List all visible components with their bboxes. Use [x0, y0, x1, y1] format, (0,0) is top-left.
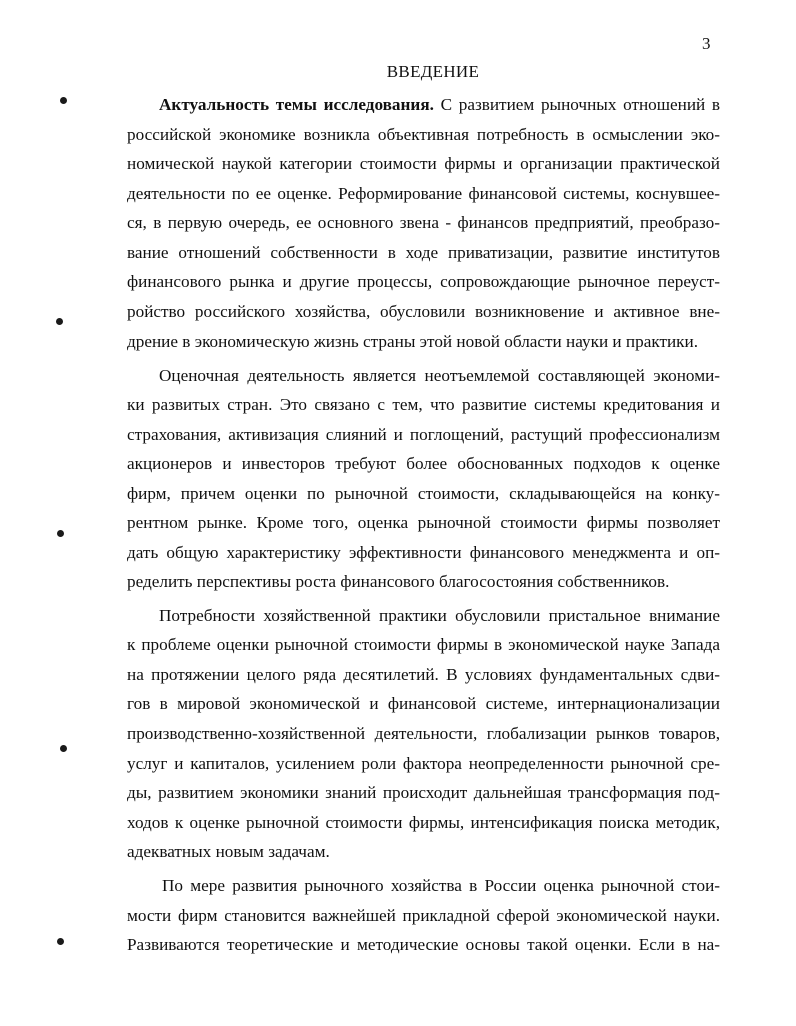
paragraph-line: финансового рынка и другие процессы, сопровождающие рыночное переуст-	[127, 272, 720, 291]
paragraph-line: ды, развитием экономики знаний происходит дальнейшая трансформация под-	[127, 783, 720, 802]
margin-dot	[60, 745, 67, 752]
paragraph-line: номической наукой категории стоимости фирмы и организации практической	[127, 154, 720, 173]
paragraph-line: ся, в первую очередь, ее основного звена - финансов предприятий, преобразо-	[127, 213, 720, 232]
paragraph-line: ределить перспективы роста финансового благосостояния собственников.	[127, 572, 670, 591]
paragraph-line: гов в мировой экономической и финансовой системе, интернационализации	[127, 694, 720, 713]
paragraph-line	[159, 94, 720, 116]
margin-dot	[57, 938, 64, 945]
paragraph-line: ройство российского хозяйства, обусловили возникновение и активное вне-	[127, 302, 720, 321]
margin-dot	[56, 318, 63, 325]
paragraph-line: страхования, активизация слияний и поглощений, растущий профессионализм	[127, 425, 720, 444]
paragraph-line: Потребности хозяйственной практики обусловили пристальное внимание	[159, 606, 720, 625]
paragraph-line: Развиваются теоретические и методические основы такой оценки. Если в на-	[127, 935, 720, 954]
paragraph-line: дать общую характеристику эффективности финансового менеджмента и оп-	[127, 543, 720, 562]
paragraph-line: По мере развития рыночного хозяйства в России оценка рыночной стои-	[162, 876, 720, 895]
margin-dot	[57, 530, 64, 537]
paragraph-line: к проблеме оценки рыночной стоимости фирмы в экономической науке Запада	[127, 635, 720, 654]
bold-lead: Актуальность темы исследования.	[159, 95, 434, 114]
page-heading: ВВЕДЕНИЕ	[386, 62, 480, 81]
paragraph-line: Оценочная деятельность является неотъемлемой составляющей экономи-	[159, 366, 720, 385]
page-number: 3	[702, 34, 711, 53]
paragraph-line: адекватных новым задачам.	[127, 842, 330, 861]
paragraph-line: российской экономике возникла объективная потребность в осмыслении эко-	[127, 125, 720, 144]
first-line-rest: С развитием рыночных отношений в	[433, 95, 720, 114]
paragraph-line: рентном рынке. Кроме того, оценка рыночной стоимости фирмы позволяет	[127, 513, 720, 532]
paragraph-line: ки развитых стран. Это связано с тем, что развитие системы кредитования и	[127, 395, 720, 414]
paragraph-line: услуг и капиталов, усилением роли фактора неопределенности рыночной сре-	[127, 754, 720, 773]
paragraph-line: ходов к оценке рыночной стоимости фирмы, интенсификация поиска методик,	[127, 813, 720, 832]
paragraph-line: производственно-хозяйственной деятельности, глобализации рынков товаров,	[127, 724, 720, 743]
paragraph-line: на протяжении целого ряда десятилетий. В условиях фундаментальных сдви-	[127, 665, 720, 684]
margin-dot	[60, 97, 67, 104]
paragraph-line: акционеров и инвесторов требуют более обоснованных подходов к оценке	[127, 454, 720, 473]
paragraph-line: дрение в экономическую жизнь страны этой новой области науки и практики.	[127, 332, 699, 351]
paragraph-line: вание отношений собственности в ходе приватизации, развитие институтов	[127, 243, 720, 262]
paragraph-line: фирм, причем оценки по рыночной стоимости, складывающейся на конку-	[127, 484, 720, 503]
paragraph-line: деятельности по ее оценке. Реформирование финансовой системы, коснувшее-	[127, 184, 720, 203]
paragraph-line: мости фирм становится важнейшей прикладной сферой экономической науки.	[127, 906, 720, 925]
